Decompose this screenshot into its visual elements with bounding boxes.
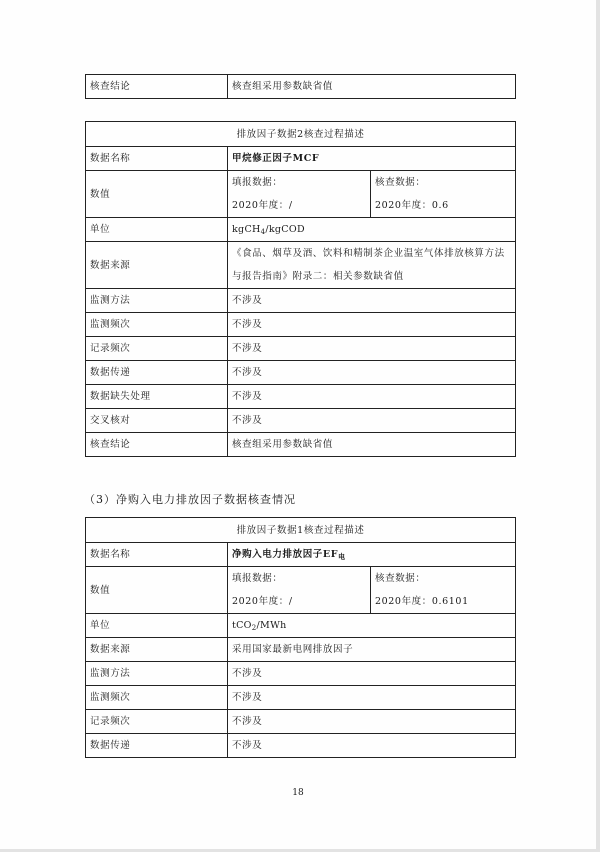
verified-value: 2020年度：0.6 xyxy=(375,200,449,211)
unit-value xyxy=(228,614,516,638)
table-row xyxy=(86,218,516,242)
source-label: 数据来源 xyxy=(86,638,228,662)
unit-label: 单位 xyxy=(86,218,228,242)
table-row xyxy=(86,242,516,289)
table-row xyxy=(86,686,516,710)
table-row xyxy=(86,337,516,361)
row-label: 记录频次 xyxy=(86,337,228,361)
page-number: 18 xyxy=(292,788,304,798)
unit-subscript: 2 xyxy=(251,624,257,632)
unit-suffix: /MWh xyxy=(256,620,287,631)
table-row xyxy=(86,313,516,337)
row-label: 数据传递 xyxy=(86,734,228,758)
unit-label: 单位 xyxy=(86,614,228,638)
value-label xyxy=(86,171,228,218)
row-value: 不涉及 xyxy=(228,289,516,313)
row-value: 不涉及 xyxy=(228,361,516,385)
unit-value xyxy=(228,218,516,242)
data-name-text: 净购入电力排放因子EF xyxy=(232,549,339,560)
reported-value: 2020年度：/ xyxy=(232,200,293,211)
data-name-label: 数据名称 xyxy=(86,147,228,171)
row-label: 监测频次 xyxy=(86,686,228,710)
mcf-factor-table xyxy=(85,121,516,457)
reported-data-cell xyxy=(228,171,371,218)
table-row xyxy=(86,75,516,99)
table-row xyxy=(86,147,516,171)
row-label: 核查结论 xyxy=(86,433,228,457)
row-label: 监测频次 xyxy=(86,313,228,337)
data-name-value xyxy=(228,543,516,567)
row-value: 不涉及 xyxy=(228,686,516,710)
reported-data-cell xyxy=(228,567,371,614)
row-value: 不涉及 xyxy=(228,313,516,337)
table-title: 排放因子数据2核查过程描述 xyxy=(86,122,516,147)
row-label: 监测方法 xyxy=(86,289,228,313)
unit-prefix: kgCH xyxy=(232,224,261,235)
value-label xyxy=(86,567,228,614)
row-value: 不涉及 xyxy=(228,710,516,734)
table-row xyxy=(86,567,516,614)
reported-value: 2020年度：/ xyxy=(232,596,293,607)
table-row xyxy=(86,638,516,662)
verified-label: 核查数据： xyxy=(375,573,426,584)
verified-data-cell xyxy=(371,171,516,218)
table-row xyxy=(86,385,516,409)
row-value: 不涉及 xyxy=(228,734,516,758)
source-value: 《食品、烟草及酒、饮料和精制茶企业温室气体排放核算方法与报告指南》附录二：相关参数缺省值 xyxy=(228,242,516,289)
data-name-subscript: 电 xyxy=(338,552,346,561)
value-label-text: 数值 xyxy=(90,584,111,596)
row-label: 交叉核对 xyxy=(86,409,228,433)
electricity-factor-table xyxy=(85,517,516,758)
value-label-text: 数值 xyxy=(90,188,111,200)
row-value: 不涉及 xyxy=(228,662,516,686)
reported-label: 填报数据： xyxy=(232,573,283,584)
unit-suffix: /kgCOD xyxy=(265,224,305,235)
row-label: 数据缺失处理 xyxy=(86,385,228,409)
table-row xyxy=(86,734,516,758)
table-row xyxy=(86,662,516,686)
row-label: 记录频次 xyxy=(86,710,228,734)
row-label: 核查结论 xyxy=(86,75,228,99)
row-value: 不涉及 xyxy=(228,409,516,433)
row-value: 不涉及 xyxy=(228,337,516,361)
table-row xyxy=(86,710,516,734)
unit-subscript: 4 xyxy=(260,228,266,236)
row-value: 不涉及 xyxy=(228,385,516,409)
row-label: 数据传递 xyxy=(86,361,228,385)
table-row xyxy=(86,361,516,385)
table-title-row xyxy=(86,122,516,147)
table-row xyxy=(86,543,516,567)
verified-data-cell xyxy=(371,567,516,614)
table-row xyxy=(86,409,516,433)
row-label: 监测方法 xyxy=(86,662,228,686)
row-value: 核查组采用参数缺省值 xyxy=(228,75,516,99)
source-value: 采用国家最新电网排放因子 xyxy=(228,638,516,662)
table-row xyxy=(86,289,516,313)
reported-label: 填报数据： xyxy=(232,177,283,188)
table-row xyxy=(86,614,516,638)
table-row xyxy=(86,433,516,457)
section-heading: （3）净购入电力排放因子数据核查情况 xyxy=(84,493,296,506)
row-value: 核查组采用参数缺省值 xyxy=(228,433,516,457)
data-name-value: 甲烷修正因子MCF xyxy=(228,147,516,171)
table-title-row xyxy=(86,518,516,543)
table-row xyxy=(86,171,516,218)
unit-prefix: tCO xyxy=(232,620,252,631)
verified-label: 核查数据： xyxy=(375,177,426,188)
data-name-label: 数据名称 xyxy=(86,543,228,567)
verified-value: 2020年度：0.6101 xyxy=(375,596,469,607)
previous-table-tail xyxy=(85,74,516,99)
source-label: 数据来源 xyxy=(86,242,228,289)
table-title: 排放因子数据1核查过程描述 xyxy=(86,518,516,543)
